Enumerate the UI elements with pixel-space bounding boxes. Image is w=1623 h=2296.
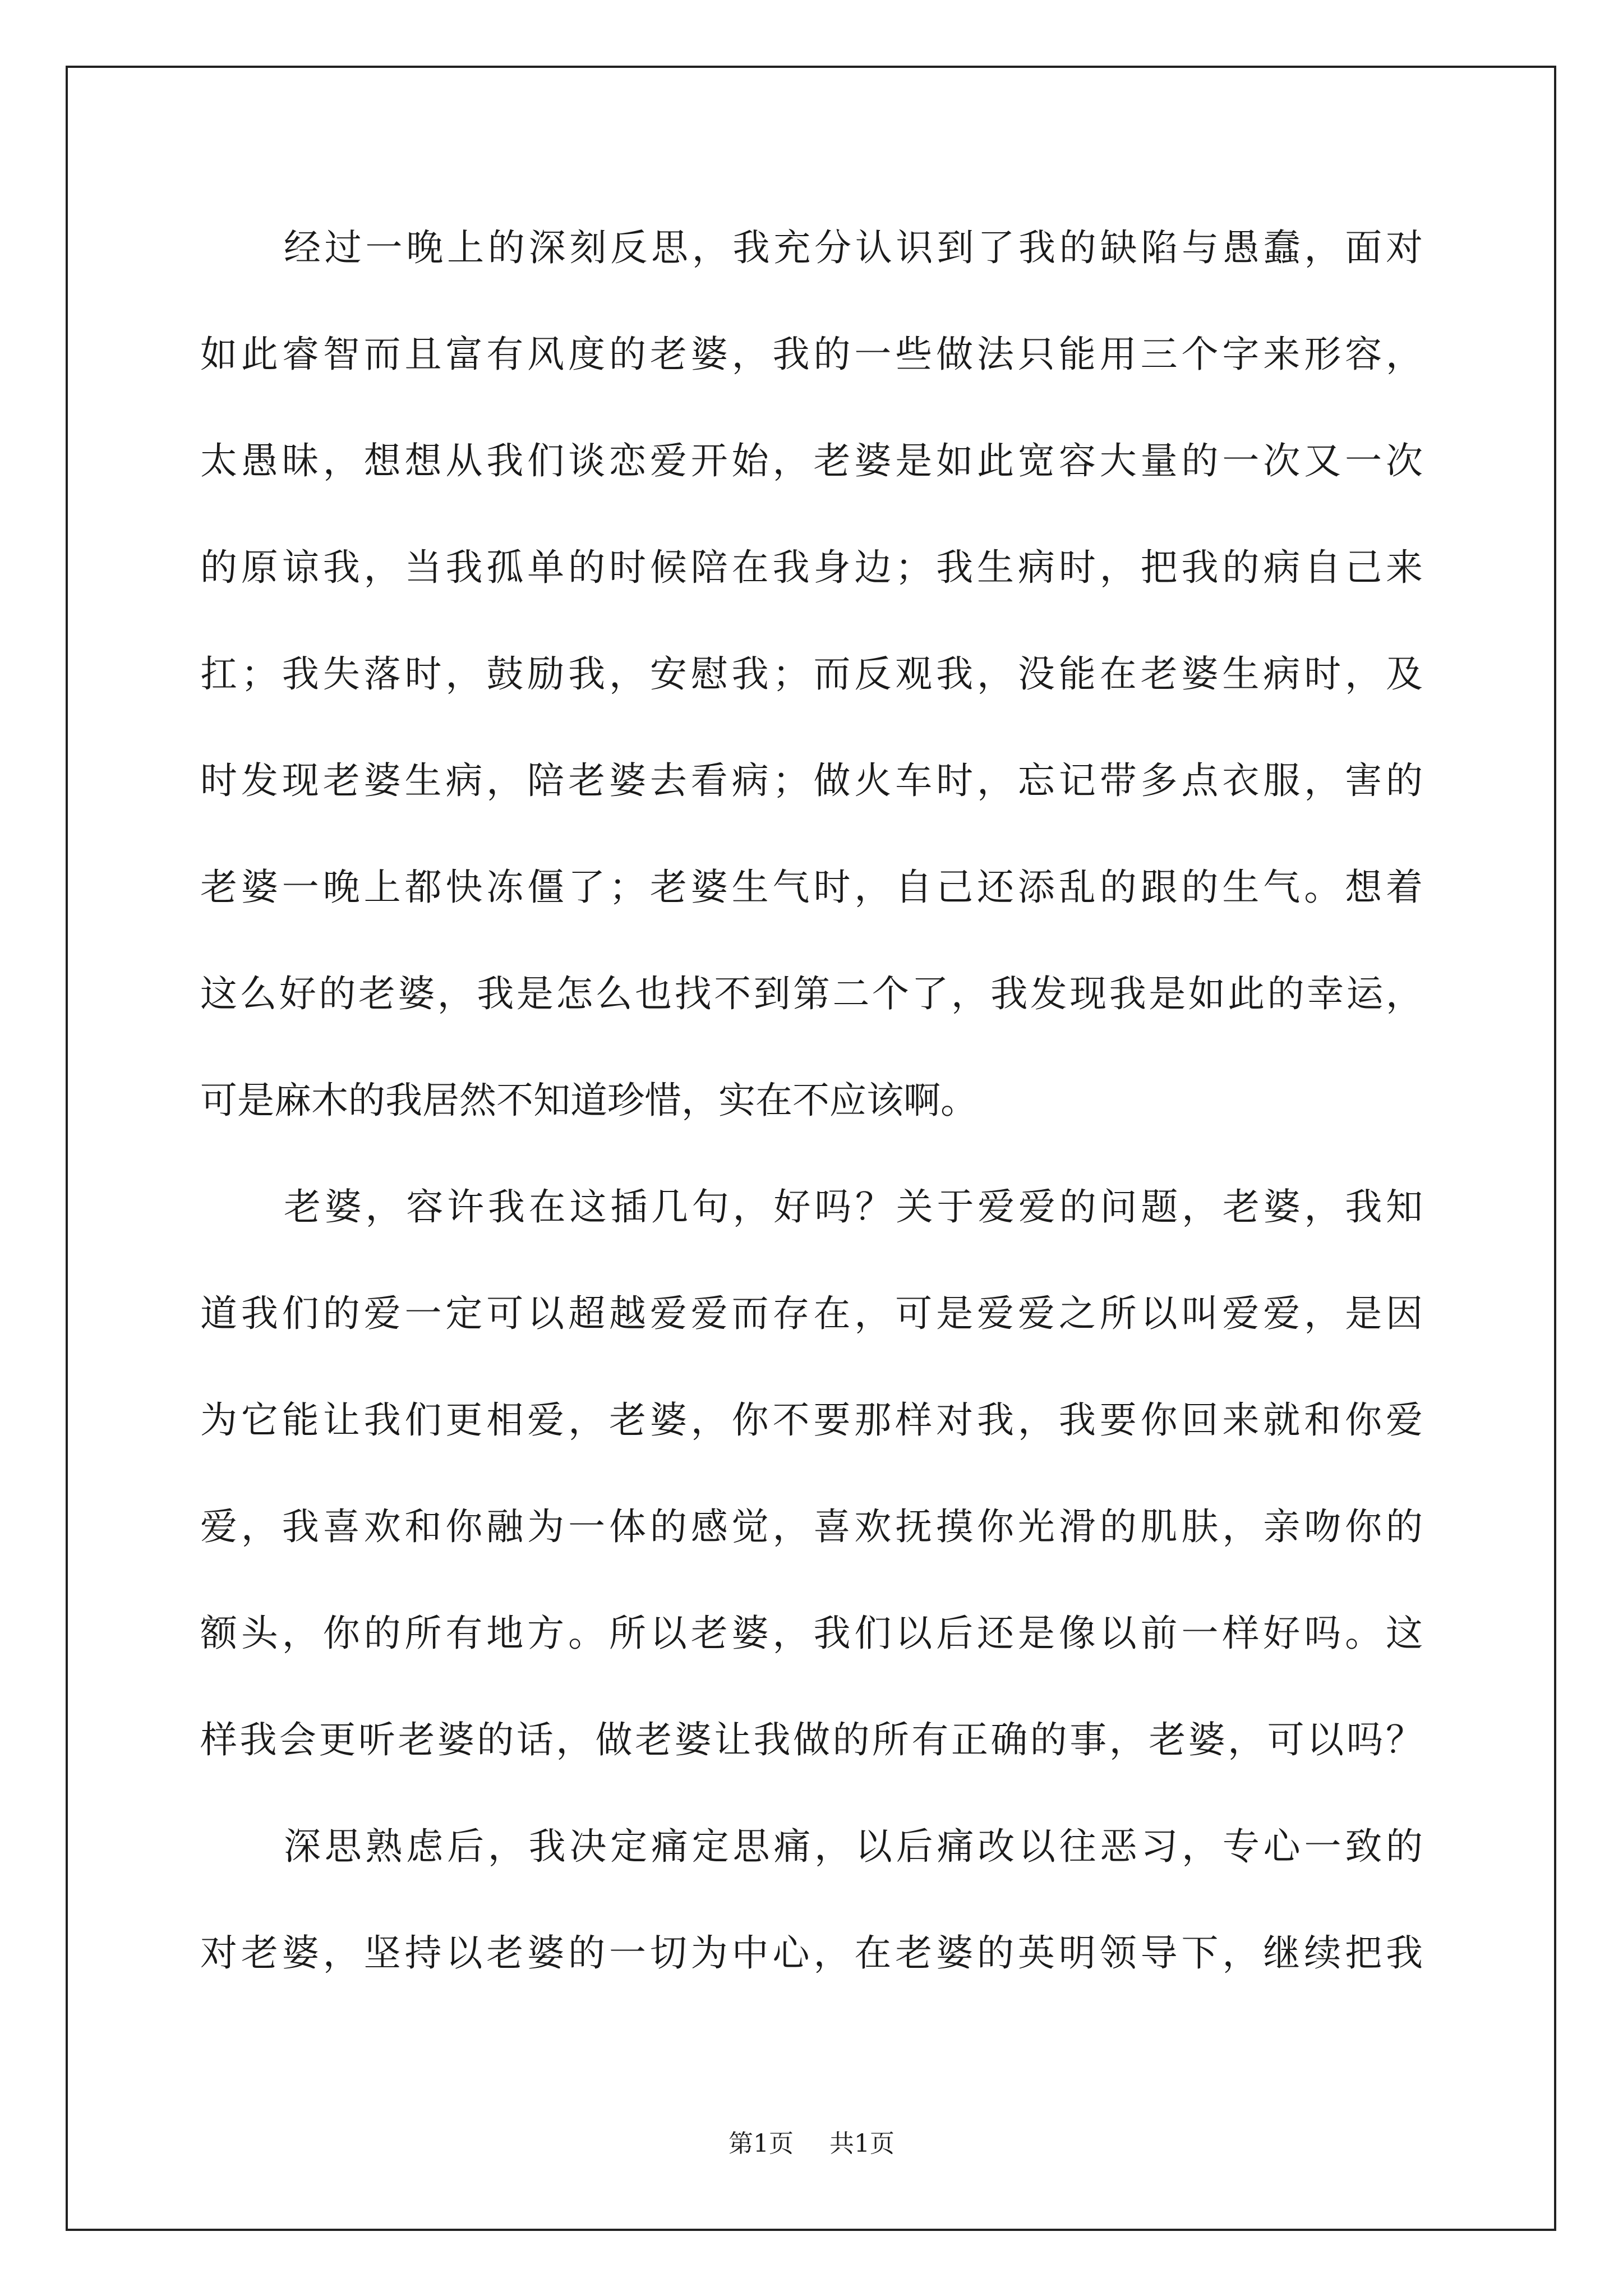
- paragraph-1-line-8: 这么好的老婆，我是怎么也找不到第二个了，我发现我是如此的幸运，: [200, 972, 1423, 1015]
- paragraph-1-line-6: 时发现老婆生病，陪老婆去看病；做火车时，忘记带多点衣服，害的: [200, 759, 1423, 802]
- paragraph-1-line-1: 经过一晚上的深刻反思，我充分认识到了我的缺陷与愚蠢，面对: [284, 226, 1423, 269]
- paragraph-1-line-3: 太愚昧，想想从我们谈恋爱开始，老婆是如此宽容大量的一次又一次: [200, 439, 1423, 482]
- paragraph-3-line-2: 对老婆，坚持以老婆的一切为中心，在老婆的英明领导下，继续把我: [200, 1931, 1423, 1975]
- paragraph-1-line-5: 扛；我失落时，鼓励我，安慰我；而反观我，没能在老婆生病时，及: [200, 652, 1423, 696]
- paragraph-2-line-3: 为它能让我们更相爱，老婆，你不要那样对我，我要你回来就和你爱: [200, 1398, 1423, 1442]
- paragraph-2-line-4: 爱，我喜欢和你融为一体的感觉，喜欢抚摸你光滑的肌肤，亲吻你的: [200, 1505, 1423, 1548]
- paragraph-2-line-1: 老婆，容许我在这插几句，好吗？关于爱爱的问题，老婆，我知: [284, 1185, 1423, 1228]
- page-footer: [0, 2129, 1623, 2158]
- page-total: 共1页: [829, 2129, 895, 2158]
- paragraph-1-line-4: 的原谅我，当我孤单的时候陪在我身边；我生病时，把我的病自己来: [200, 546, 1423, 589]
- page-border: [66, 66, 1556, 2231]
- paragraph-1-line-9: 可是麻木的我居然不知道珍惜，实在不应该啊。: [200, 1079, 978, 1122]
- paragraph-2-line-2: 道我们的爱一定可以超越爱爱而存在，可是爱爱之所以叫爱爱，是因: [200, 1292, 1423, 1335]
- paragraph-2-line-5: 额头，你的所有地方。所以老婆，我们以后还是像以前一样好吗。这: [200, 1612, 1423, 1655]
- page-number: 第1页: [728, 2129, 794, 2158]
- paragraph-1-line-2: 如此睿智而且富有风度的老婆，我的一些做法只能用三个字来形容，: [200, 333, 1423, 376]
- paragraph-3-line-1: 深思熟虑后，我决定痛定思痛，以后痛改以往恶习，专心一致的: [284, 1825, 1423, 1868]
- paragraph-1-line-7: 老婆一晚上都快冻僵了；老婆生气时，自己还添乱的跟的生气。想着: [200, 866, 1423, 909]
- paragraph-2-line-6: 样我会更听老婆的话，做老婆让我做的所有正确的事，老婆，可以吗？: [200, 1718, 1423, 1761]
